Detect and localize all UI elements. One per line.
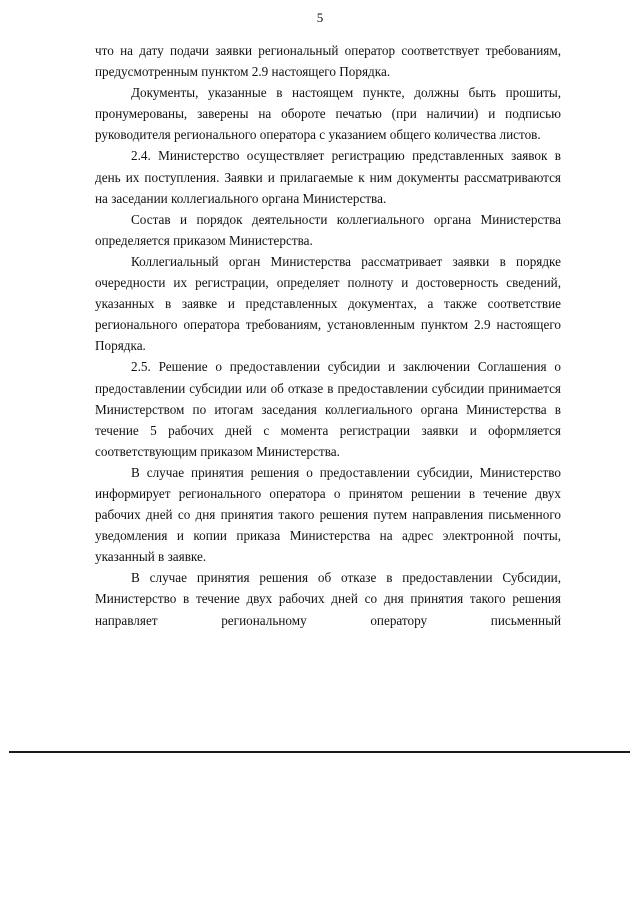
footer-divider	[9, 751, 630, 753]
paragraph-2-5-decision: 2.5. Решение о предоставлении субсидии и заключении Соглашения о предоставлении субсидии или об отказе в предоставлении субсидии принимается Министерством по итогам заседания коллегиального органа Министерства в течение 5 рабочих дней с момента регистрации заявки и оформляется соответствующим приказом Министерства.	[95, 359, 561, 459]
paragraph-documents-binding: Документы, указанные в настоящем пункте, должны быть прошиты, пронумерованы, заверены на обороте печатью (при наличии) и подписью руководителя регионального оператора с указанием общего количества листов.	[95, 85, 561, 143]
paragraph-continuation: что на дату подачи заявки региональный оператор соответствует требованиям, предусмотренным пунктом 2.9 настоящего Порядка.	[95, 43, 561, 80]
paragraph-collegial-body-composition: Состав и порядок деятельности коллегиального органа Министерства определяется приказом Министерства.	[95, 211, 561, 248]
page-number: 5	[316, 10, 324, 25]
paragraph-2-4-registration: 2.4. Министерство осуществляет регистрацию представленных заявок в день их поступления. Заявки и прилагаемые к ним документы рассматриваются на заседании коллегиального органа Министерства.	[95, 148, 561, 206]
document-body	[95, 40, 561, 631]
paragraph-subsidy-refused: В случае принятия решения об отказе в предоставлении Субсидии, Министерство в течение двух рабочих дней со дня принятия такого решения направляет региональному оператору письменный	[95, 570, 561, 628]
paragraph-collegial-body-review: Коллегиальный орган Министерства рассматривает заявки в порядке очередности их регистрации, определяет полноту и достоверность сведений, указанных в заявке и представленных документах, а также соответствие регионального оператора требованиям, установленным пунктом 2.9 настоящего Порядка.	[95, 253, 561, 354]
paragraph-subsidy-granted: В случае принятия решения о предоставлении субсидии, Министерство информирует регионального оператора о принятом решении в течение двух рабочих дней со дня принятия такого решения путем направления письменного уведомления и копии приказа Министерства на адрес электронной почты, указанный в заявке.	[95, 464, 561, 565]
